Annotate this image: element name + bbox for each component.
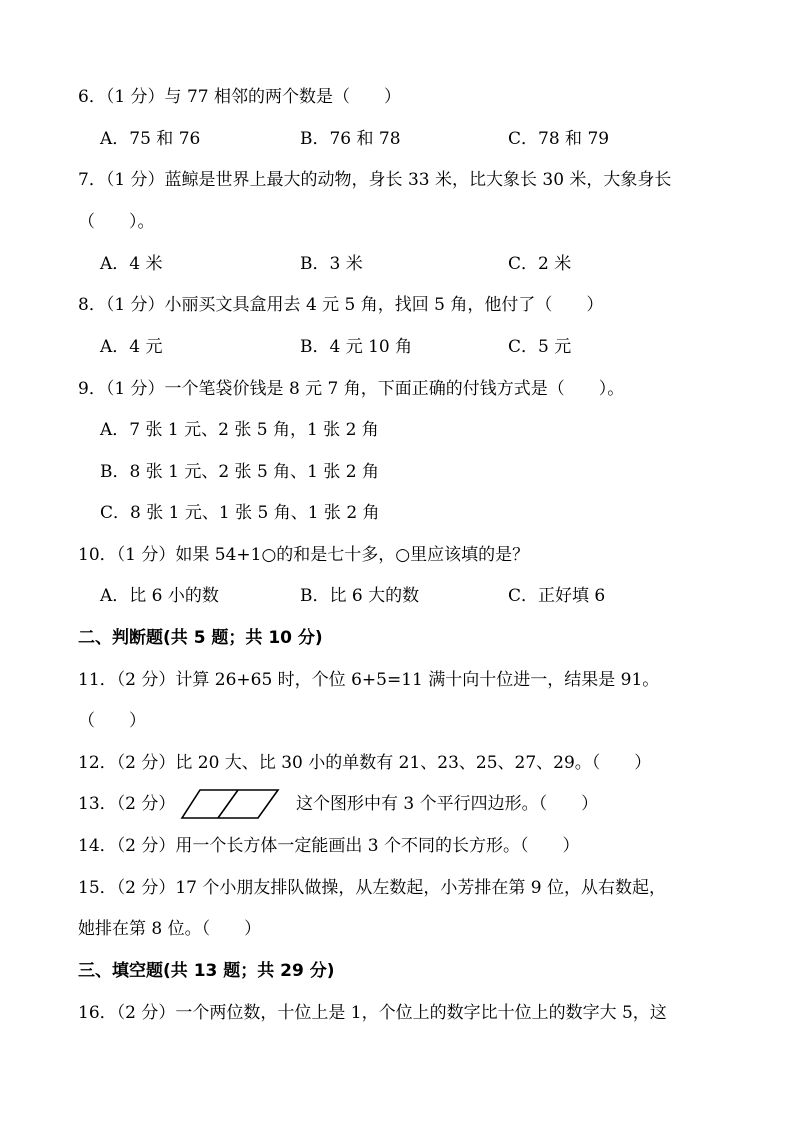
q8-option-c: C．5 元: [508, 337, 572, 357]
question-10: 10．（1 分）如果 54+1○的和是七十多，○里应该填的是？: [78, 545, 530, 565]
question-15-cont: 她排在第 8 位。（ ）: [78, 919, 262, 939]
q6-option-a: A．75 和 76: [100, 129, 201, 149]
question-6: 6．（1 分）与 77 相邻的两个数是（ ）: [78, 87, 401, 107]
q8-option-b: B．4 元 10 角: [300, 337, 413, 357]
question-16: 16．（2 分）一个两位数，十位上是 1，个位上的数字比十位上的数字大 5，这: [78, 1003, 667, 1023]
q10-option-c: C．正好填 6: [508, 586, 606, 606]
q7-option-a: A．4 米: [100, 254, 163, 274]
section-2-heading: 二、判断题(共 5 题；共 10 分): [78, 628, 323, 648]
q10-option-b: B．比 6 大的数: [300, 586, 420, 606]
section-3-heading: 三、填空题(共 13 题；共 29 分): [78, 961, 335, 981]
question-11: 11．（2 分）计算 26+65 时，个位 6+5=11 满十向十位进一，结果是 91。: [78, 670, 660, 690]
question-12: 12．（2 分）比 20 大、比 30 小的单数有 21、23、25、27、29。（ ）: [78, 753, 652, 773]
q9-option-a: A．7 张 1 元、2 张 5 角，1 张 2 角: [100, 420, 379, 440]
parallelogram-figure: [180, 788, 280, 820]
question-7-cont: （ ）。: [78, 212, 155, 232]
q8-option-a: A．4 元: [100, 337, 163, 357]
q10-option-a: A．比 6 小的数: [100, 586, 219, 606]
q7-option-b: B．3 米: [300, 254, 363, 274]
q6-option-b: B．76 和 78: [300, 129, 401, 149]
question-11-cont: （ ）: [78, 711, 146, 731]
q6-option-c: C．78 和 79: [508, 129, 610, 149]
question-13-prefix: 13．（2 分）: [78, 794, 176, 814]
question-15: 15．（2 分）17 个小朋友排队做操，从左数起，小芳排在第 9 位，从右数起，: [78, 878, 667, 898]
question-7: 7．（1 分）蓝鲸是世界上最大的动物，身长 33 米，比大象长 30 米，大象身长: [78, 170, 672, 190]
q7-option-c: C．2 米: [508, 254, 572, 274]
question-14: 14．（2 分）用一个长方体一定能画出 3 个不同的长方形。（ ）: [78, 836, 580, 856]
question-9: 9．（1 分）一个笔袋价钱是 8 元 7 角，下面正确的付钱方式是（ ）。: [78, 379, 625, 399]
q9-option-c: C．8 张 1 元、1 张 5 角、1 张 2 角: [100, 503, 380, 523]
question-13-text: 这个图形中有 3 个平行四边形。（ ）: [296, 794, 599, 814]
question-8: 8．（1 分）小丽买文具盒用去 4 元 5 角，找回 5 角，他付了（ ）: [78, 295, 604, 315]
q9-option-b: B．8 张 1 元、2 张 5 角、1 张 2 角: [100, 462, 380, 482]
